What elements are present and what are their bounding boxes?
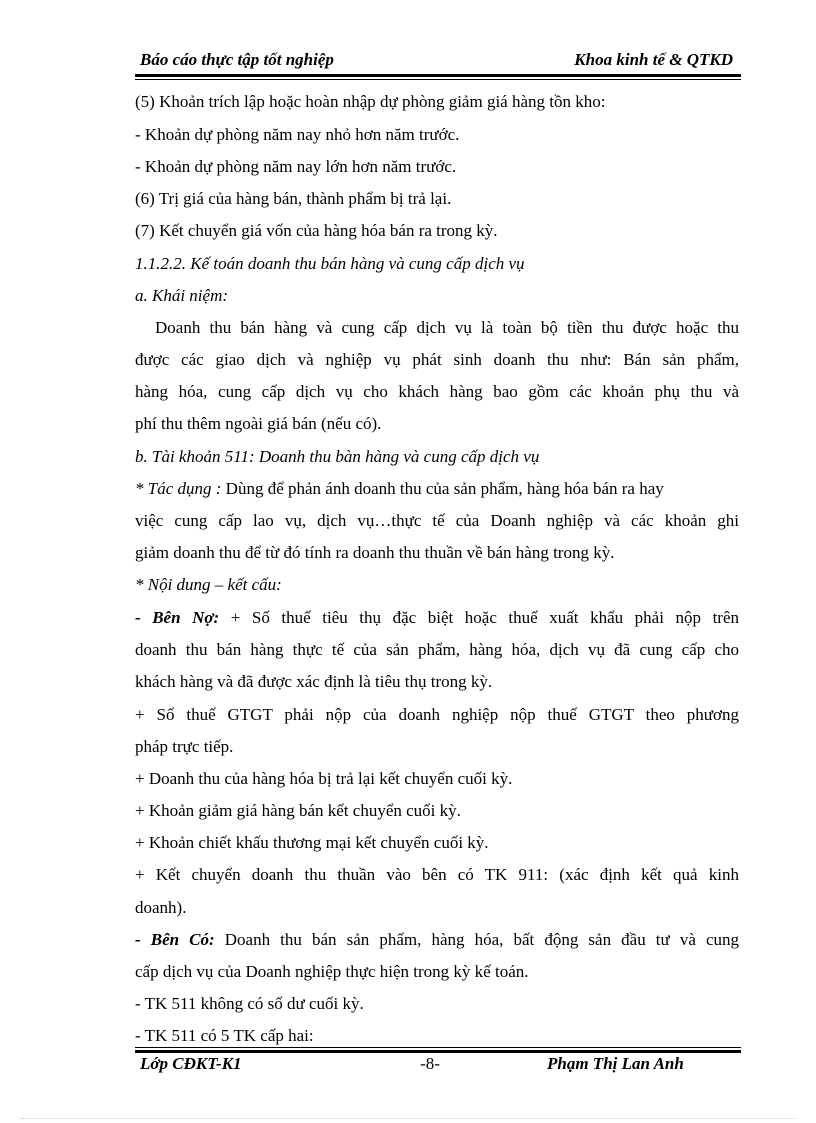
text-line: (7) Kết chuyển giá vốn của hàng hóa bán ra trong kỳ.: [135, 221, 498, 240]
text-line: (5) Khoản trích lập hoặc hoàn nhập dự phòng giảm giá hàng tồn kho:: [135, 92, 606, 111]
footer-author: Phạm Thị Lan Anh: [547, 1054, 684, 1073]
text-line: pháp trực tiếp.: [135, 737, 234, 756]
text-line: + Khoản chiết khấu thương mại kết chuyển cuối kỳ.: [135, 833, 489, 852]
inline-label: * Tác dụng :: [135, 479, 222, 498]
footer-class: Lớp CĐKT-K1: [140, 1054, 242, 1073]
text-line: - TK 511 có 5 TK cấp hai:: [135, 1026, 314, 1045]
text-line: [135, 478, 739, 500]
text-line: Doanh thu bán hàng và cung cấp dịch vụ là toàn bộ tiền thu được hoặc thu: [155, 318, 739, 337]
text-line: + Khoản giảm giá hàng bán kết chuyển cuối kỳ.: [135, 801, 461, 820]
text-line: được các giao dịch và nghiệp vụ phát sinh doanh thu như: Bán sản phẩm,: [135, 350, 739, 369]
text-line: - Khoản dự phòng năm nay nhỏ hơn năm trước.: [135, 125, 460, 144]
text-line: [135, 607, 739, 629]
inline-label: - Bên Nợ:: [135, 608, 220, 627]
text-line: doanh thu bán hàng thực tế của sản phẩm, hàng hóa, dịch vụ đã cung cấp cho: [135, 640, 739, 659]
text-line: phí thu thêm ngoài giá bán (nếu có).: [135, 414, 382, 433]
text-line: - TK 511 không có số dư cuối kỳ.: [135, 994, 364, 1013]
text-line: + Kết chuyển doanh thu thuần vào bên có TK 911: (xác định kết quả kinh: [135, 865, 739, 884]
text-line: - Khoản dự phòng năm nay lớn hơn năm trước.: [135, 157, 457, 176]
text-line: cấp dịch vụ của Doanh nghiệp thực hiện trong kỳ kế toán.: [135, 962, 529, 981]
text-line: khách hàng và đã được xác định là tiêu thụ trong kỳ.: [135, 672, 493, 691]
text-line: [135, 929, 739, 951]
subsection-heading: a. Khái niệm:: [135, 286, 229, 305]
text-line: việc cung cấp lao vụ, dịch vụ…thực tế của Doanh nghiệp và các khoản ghi: [135, 511, 739, 530]
header-report-title: Báo cáo thực tập tốt nghiệp: [140, 50, 334, 69]
page-footer: [135, 1054, 741, 1078]
subsection-heading: * Nội dung – kết cấu:: [135, 575, 282, 594]
header-rule-thick: [135, 74, 741, 77]
text-line: + Số thuế GTGT phải nộp của doanh nghiệp nộp thuế GTGT theo phương: [135, 705, 739, 724]
footer-rule-thick: [135, 1050, 741, 1053]
inline-text: Dùng để phản ánh doanh thu của sản phẩm, hàng hóa bán ra hay: [221, 479, 664, 498]
header-rule-thin: [135, 79, 741, 80]
page-edge-divider: [20, 1118, 796, 1119]
text-line: hàng hóa, cung cấp dịch vụ cho khách hàng bao gồm các khoản phụ thu và: [135, 382, 739, 401]
text-line: giảm doanh thu để từ đó tính ra doanh thu thuần về bán hàng trong kỳ.: [135, 543, 615, 562]
page-number: -8-: [420, 1054, 440, 1073]
section-heading: 1.1.2.2. Kế toán doanh thu bán hàng và cung cấp dịch vụ: [135, 254, 525, 273]
inline-text: Doanh thu bán sản phẩm, hàng hóa, bất động sản đầu tư và cung: [214, 930, 739, 949]
subsection-heading: b. Tài khoản 511: Doanh thu bàn hàng và cung cấp dịch vụ: [135, 447, 540, 466]
text-line: + Doanh thu của hàng hóa bị trả lại kết chuyển cuối kỳ.: [135, 769, 513, 788]
page-header: [135, 48, 741, 74]
text-line: (6) Trị giá của hàng bán, thành phẩm bị trả lại.: [135, 189, 452, 208]
header-faculty: Khoa kinh tế & QTKD: [574, 50, 733, 69]
footer-rule-thin: [135, 1047, 741, 1048]
text-line: doanh).: [135, 898, 187, 917]
inline-text: + Số thuế tiêu thụ đặc biệt hoặc thuế xuất khẩu phải nộp trên: [219, 608, 740, 627]
inline-label: - Bên Có:: [135, 930, 215, 949]
